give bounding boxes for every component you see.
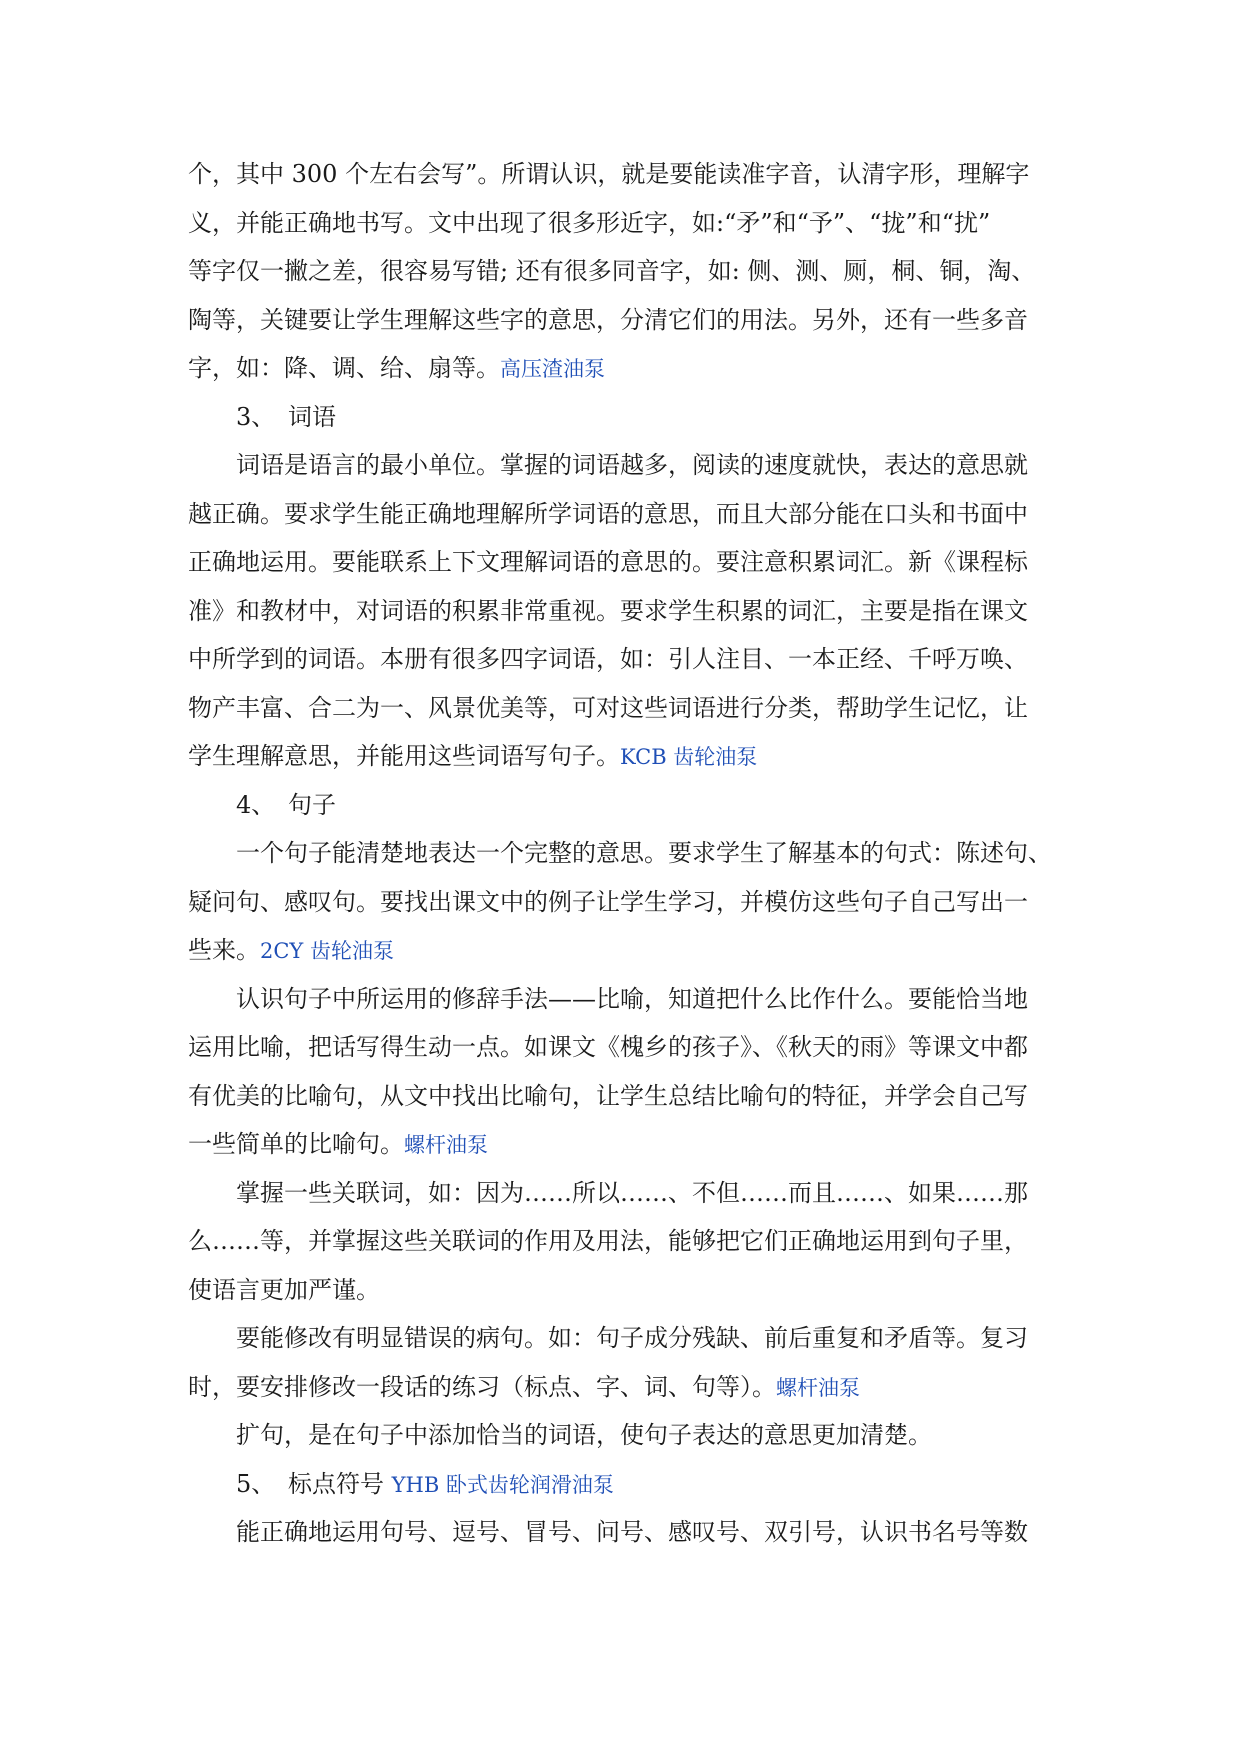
text-line	[188, 878, 1068, 927]
line-text: 认识句子中所运用的修辞手法——比喻，知道把什么比作什么。要能恰当地	[236, 984, 1028, 1013]
text-line	[188, 344, 1068, 393]
line-text: 字，如：降、调、给、扇等。	[188, 354, 500, 382]
text-line	[188, 587, 1068, 636]
line-text: 物产丰富、合二为一、风景优美等，可对这些词语进行分类，帮助学生记忆，让	[188, 693, 1028, 722]
text-line	[188, 975, 1068, 1024]
text-line	[188, 538, 1068, 587]
line-text: 一些简单的比喻句。	[188, 1130, 404, 1158]
text-line	[188, 1314, 1068, 1363]
text-line	[188, 1363, 1068, 1412]
inline-link[interactable]: 2CY 齿轮油泵	[260, 939, 394, 963]
text-line	[188, 1023, 1068, 1072]
heading-text: 句子	[288, 790, 336, 819]
document-page	[188, 150, 1068, 1557]
heading-number: 5、	[236, 1469, 276, 1498]
text-line	[188, 296, 1068, 345]
line-text: 要能修改有明显错误的病句。如：句子成分残缺、前后重复和矛盾等。复习	[236, 1324, 1028, 1352]
line-text: 陶等，关键要让学生理解这些字的意思，分清它们的用法。另外，还有一些多音	[188, 305, 1028, 334]
section-heading	[188, 781, 1068, 830]
text-line	[188, 1169, 1068, 1218]
text-line	[188, 441, 1068, 490]
inline-link[interactable]: 高压渣油泵	[500, 357, 605, 381]
inline-link[interactable]: KCB 齿轮油泵	[620, 745, 758, 769]
inline-link[interactable]: 螺杆油泵	[776, 1375, 860, 1400]
section-heading	[188, 393, 1068, 442]
text-line	[188, 1217, 1068, 1266]
heading-text: 标点符号	[288, 1469, 392, 1498]
text-line	[188, 1508, 1068, 1557]
line-text: 使语言更加严谨。	[188, 1275, 380, 1304]
line-text: 掌握一些关联词，如：因为……所以……、不但……而且……、如果……那	[236, 1178, 1028, 1207]
text-line	[188, 684, 1068, 733]
line-text: 运用比喻，把话写得生动一点。如课文《槐乡的孩子》、《秋天的雨》等课文中都	[188, 1033, 1028, 1061]
text-line	[188, 1411, 1068, 1460]
line-text: 扩句，是在句子中添加恰当的词语，使句子表达的意思更加清楚。	[236, 1421, 932, 1449]
line-text: 一个句子能清楚地表达一个完整的意思。要求学生了解基本的句式：陈述句、	[236, 839, 1052, 867]
line-text: 义，并能正确地书写。文中出现了很多形近字，如:“矛”和“予”、“拢”和“扰”	[188, 208, 991, 237]
text-line	[188, 732, 1068, 781]
text-line	[188, 150, 1068, 199]
line-text: 有优美的比喻句，从文中找出比喻句，让学生总结比喻句的特征，并学会自己写	[188, 1081, 1028, 1110]
text-line	[188, 926, 1068, 975]
line-text: 越正确。要求学生能正确地理解所学词语的意思，而且大部分能在口头和书面中	[188, 499, 1028, 528]
line-text: 时，要安排修改一段话的练习（标点、字、词、句等）。	[188, 1372, 776, 1401]
text-line	[188, 490, 1068, 539]
line-text: 能正确地运用句号、逗号、冒号、问号、感叹号、双引号，认识书名号等数	[236, 1518, 1028, 1546]
line-text: 词语是语言的最小单位。掌握的词语越多，阅读的速度就快，表达的意思就	[236, 451, 1028, 479]
heading-number: 3、	[236, 402, 276, 431]
line-text: 正确地运用。要能联系上下文理解词语的意思的。要注意积累词汇。新《课程标	[188, 548, 1028, 576]
line-text: 个，其中 300 个左右会写”。所谓认识，就是要能读准字音，认清字形，理解字	[188, 160, 1030, 188]
line-text: 等字仅一撇之差，很容易写错; 还有很多同音字，如: 侧、测、厕，桐、铜，淘、	[188, 257, 1036, 285]
text-line	[188, 829, 1068, 878]
text-line	[188, 1072, 1068, 1121]
text-line	[188, 1266, 1068, 1315]
line-text: 么……等，并掌握这些关联词的作用及用法，能够把它们正确地运用到句子里，	[188, 1227, 1028, 1255]
line-text: 中所学到的词语。本册有很多四字词语，如：引人注目、一本正经、千呼万唤、	[188, 645, 1028, 673]
line-text: 学生理解意思，并能用这些词语写句子。	[188, 742, 620, 770]
text-line	[188, 247, 1068, 296]
inline-link[interactable]: 螺杆油泵	[404, 1133, 488, 1157]
heading-text: 词语	[288, 402, 336, 431]
text-line	[188, 635, 1068, 684]
text-line	[188, 1120, 1068, 1169]
inline-link[interactable]: YHB 卧式齿轮润滑油泵	[391, 1472, 614, 1497]
line-text: 疑问句、感叹句。要找出课文中的例子让学生学习，并模仿这些句子自己写出一	[188, 887, 1028, 916]
line-text: 准》和教材中，对词语的积累非常重视。要求学生积累的词汇，主要是指在课文	[188, 596, 1028, 625]
heading-number: 4、	[236, 790, 276, 819]
line-text: 些来。	[188, 936, 260, 964]
text-line	[188, 199, 1068, 248]
section-heading	[188, 1460, 1068, 1509]
